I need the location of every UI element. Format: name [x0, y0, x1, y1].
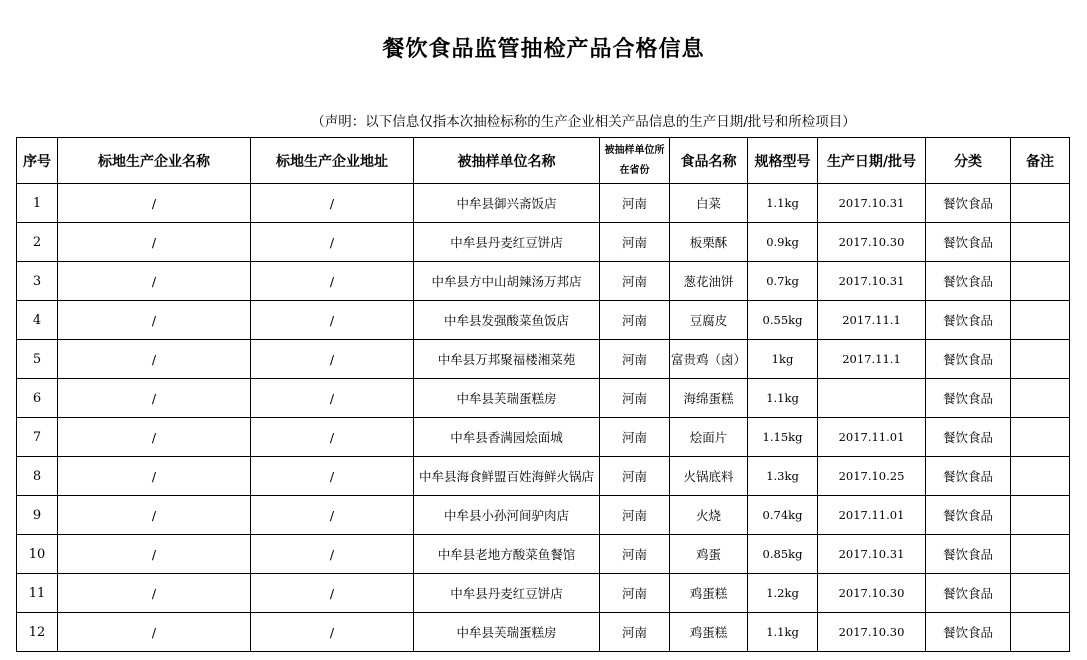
cell-category: 餐饮食品	[926, 418, 1011, 457]
cell-index: 3	[17, 262, 58, 301]
table-row	[17, 379, 1070, 418]
cell-food-name: 板栗酥	[670, 223, 748, 262]
cell-remarks	[1011, 262, 1070, 301]
cell-food-name: 海绵蛋糕	[670, 379, 748, 418]
header-food-name: 食品名称	[670, 138, 748, 184]
cell-food-name: 烩面片	[670, 418, 748, 457]
cell-remarks	[1011, 418, 1070, 457]
header-spec: 规格型号	[748, 138, 818, 184]
cell-spec: 0.74kg	[748, 496, 818, 535]
cell-spec: 1.1kg	[748, 184, 818, 223]
cell-category: 餐饮食品	[926, 613, 1011, 652]
disclaimer-note: （声明：以下信息仅指本次抽检标称的生产企业相关产品信息的生产日期/批号和所检项目）	[311, 114, 856, 130]
cell-food-name: 豆腐皮	[670, 301, 748, 340]
cell-remarks	[1011, 184, 1070, 223]
cell-manufacturer-name: /	[58, 574, 251, 613]
cell-sampled-unit: 中牟县丹麦红豆饼店	[414, 223, 600, 262]
cell-food-name: 火锅底料	[670, 457, 748, 496]
cell-sampled-unit: 中牟县万邦聚福楼湘菜苑	[414, 340, 600, 379]
cell-manufacturer-name: /	[58, 262, 251, 301]
header-sampled-unit: 被抽样单位名称	[414, 138, 600, 184]
cell-manufacturer-address: /	[251, 613, 414, 652]
cell-manufacturer-name: /	[58, 184, 251, 223]
cell-manufacturer-address: /	[251, 457, 414, 496]
header-remarks: 备注	[1011, 138, 1070, 184]
header-manufacturer-name: 标地生产企业名称	[58, 138, 251, 184]
table-row	[17, 574, 1070, 613]
cell-remarks	[1011, 223, 1070, 262]
cell-index: 9	[17, 496, 58, 535]
cell-manufacturer-name: /	[58, 301, 251, 340]
cell-sampled-unit: 中牟县御兴斋饭店	[414, 184, 600, 223]
cell-remarks	[1011, 379, 1070, 418]
cell-remarks	[1011, 574, 1070, 613]
cell-category: 餐饮食品	[926, 535, 1011, 574]
cell-food-name: 葱花油饼	[670, 262, 748, 301]
cell-remarks	[1011, 457, 1070, 496]
cell-manufacturer-address: /	[251, 496, 414, 535]
cell-spec: 0.85kg	[748, 535, 818, 574]
cell-manufacturer-address: /	[251, 379, 414, 418]
header-date-batch: 生产日期/批号	[818, 138, 926, 184]
cell-province: 河南	[600, 223, 670, 262]
cell-manufacturer-address: /	[251, 184, 414, 223]
table-row	[17, 184, 1070, 223]
cell-remarks	[1011, 535, 1070, 574]
cell-sampled-unit: 中牟县芙瑞蛋糕房	[414, 379, 600, 418]
table-row	[17, 418, 1070, 457]
cell-remarks	[1011, 301, 1070, 340]
cell-spec: 0.7kg	[748, 262, 818, 301]
cell-food-name: 鸡蛋	[670, 535, 748, 574]
cell-manufacturer-address: /	[251, 262, 414, 301]
cell-spec: 0.55kg	[748, 301, 818, 340]
cell-index: 10	[17, 535, 58, 574]
cell-sampled-unit: 中牟县丹麦红豆饼店	[414, 574, 600, 613]
table-row	[17, 457, 1070, 496]
cell-manufacturer-address: /	[251, 574, 414, 613]
cell-province: 河南	[600, 301, 670, 340]
cell-remarks	[1011, 613, 1070, 652]
cell-spec: 1.1kg	[748, 379, 818, 418]
cell-sampled-unit: 中牟县芙瑞蛋糕房	[414, 613, 600, 652]
cell-index: 2	[17, 223, 58, 262]
table-row	[17, 223, 1070, 262]
cell-manufacturer-name: /	[58, 379, 251, 418]
table-row	[17, 613, 1070, 652]
cell-spec: 1.2kg	[748, 574, 818, 613]
cell-category: 餐饮食品	[926, 301, 1011, 340]
cell-province: 河南	[600, 496, 670, 535]
page-title: 餐饮食品监管抽检产品合格信息	[382, 37, 705, 62]
cell-date-batch: 2017.10.31	[818, 262, 926, 301]
cell-province: 河南	[600, 457, 670, 496]
cell-province: 河南	[600, 574, 670, 613]
cell-food-name: 鸡蛋糕	[670, 613, 748, 652]
cell-spec: 0.9kg	[748, 223, 818, 262]
cell-manufacturer-name: /	[58, 418, 251, 457]
cell-food-name: 富贵鸡（卤）	[670, 340, 748, 379]
cell-date-batch: 2017.11.1	[818, 340, 926, 379]
cell-sampled-unit: 中牟县香满园烩面城	[414, 418, 600, 457]
cell-manufacturer-address: /	[251, 301, 414, 340]
cell-manufacturer-name: /	[58, 535, 251, 574]
cell-province: 河南	[600, 340, 670, 379]
cell-sampled-unit: 中牟县老地方酸菜鱼餐馆	[414, 535, 600, 574]
cell-manufacturer-address: /	[251, 418, 414, 457]
cell-date-batch: 2017.10.30	[818, 574, 926, 613]
cell-index: 8	[17, 457, 58, 496]
cell-manufacturer-address: /	[251, 535, 414, 574]
cell-remarks	[1011, 496, 1070, 535]
cell-category: 餐饮食品	[926, 340, 1011, 379]
cell-date-batch: 2017.10.25	[818, 457, 926, 496]
cell-remarks	[1011, 340, 1070, 379]
table-row	[17, 340, 1070, 379]
cell-category: 餐饮食品	[926, 496, 1011, 535]
table-row	[17, 262, 1070, 301]
cell-category: 餐饮食品	[926, 574, 1011, 613]
cell-food-name: 火烧	[670, 496, 748, 535]
cell-food-name: 鸡蛋糕	[670, 574, 748, 613]
cell-category: 餐饮食品	[926, 457, 1011, 496]
cell-index: 6	[17, 379, 58, 418]
cell-date-batch: 2017.11.1	[818, 301, 926, 340]
cell-spec: 1kg	[748, 340, 818, 379]
table-row	[17, 301, 1070, 340]
cell-province: 河南	[600, 613, 670, 652]
cell-category: 餐饮食品	[926, 223, 1011, 262]
table-header-row	[17, 138, 1070, 184]
cell-province: 河南	[600, 184, 670, 223]
table-body	[17, 184, 1070, 652]
cell-manufacturer-name: /	[58, 613, 251, 652]
cell-category: 餐饮食品	[926, 262, 1011, 301]
cell-date-batch: 2017.10.31	[818, 184, 926, 223]
cell-category: 餐饮食品	[926, 184, 1011, 223]
cell-index: 4	[17, 301, 58, 340]
cell-province: 河南	[600, 535, 670, 574]
header-category: 分类	[926, 138, 1011, 184]
cell-date-batch: 2017.10.31	[818, 535, 926, 574]
cell-index: 1	[17, 184, 58, 223]
cell-manufacturer-name: /	[58, 457, 251, 496]
cell-province: 河南	[600, 262, 670, 301]
cell-category: 餐饮食品	[926, 379, 1011, 418]
header-province: 被抽样单位所在省份	[600, 138, 670, 184]
cell-sampled-unit: 中牟县海食鲜盟百姓海鲜火锅店	[414, 457, 600, 496]
cell-sampled-unit: 中牟县方中山胡辣汤万邦店	[414, 262, 600, 301]
cell-province: 河南	[600, 379, 670, 418]
header-index: 序号	[17, 138, 58, 184]
cell-manufacturer-name: /	[58, 496, 251, 535]
cell-date-batch: 2017.11.01	[818, 496, 926, 535]
cell-manufacturer-name: /	[58, 340, 251, 379]
cell-food-name: 白菜	[670, 184, 748, 223]
table-row	[17, 535, 1070, 574]
header-manufacturer-address: 标地生产企业地址	[251, 138, 414, 184]
cell-date-batch: 2017.10.30	[818, 613, 926, 652]
cell-manufacturer-address: /	[251, 340, 414, 379]
inspection-table	[16, 137, 1070, 652]
cell-manufacturer-address: /	[251, 223, 414, 262]
table-row	[17, 496, 1070, 535]
cell-spec: 1.1kg	[748, 613, 818, 652]
cell-index: 12	[17, 613, 58, 652]
cell-date-batch	[818, 379, 926, 418]
cell-index: 11	[17, 574, 58, 613]
cell-sampled-unit: 中牟县小孙河间驴肉店	[414, 496, 600, 535]
cell-date-batch: 2017.11.01	[818, 418, 926, 457]
cell-province: 河南	[600, 418, 670, 457]
cell-index: 5	[17, 340, 58, 379]
cell-manufacturer-name: /	[58, 223, 251, 262]
cell-spec: 1.15kg	[748, 418, 818, 457]
cell-date-batch: 2017.10.30	[818, 223, 926, 262]
cell-sampled-unit: 中牟县发强酸菜鱼饭店	[414, 301, 600, 340]
cell-index: 7	[17, 418, 58, 457]
cell-spec: 1.3kg	[748, 457, 818, 496]
